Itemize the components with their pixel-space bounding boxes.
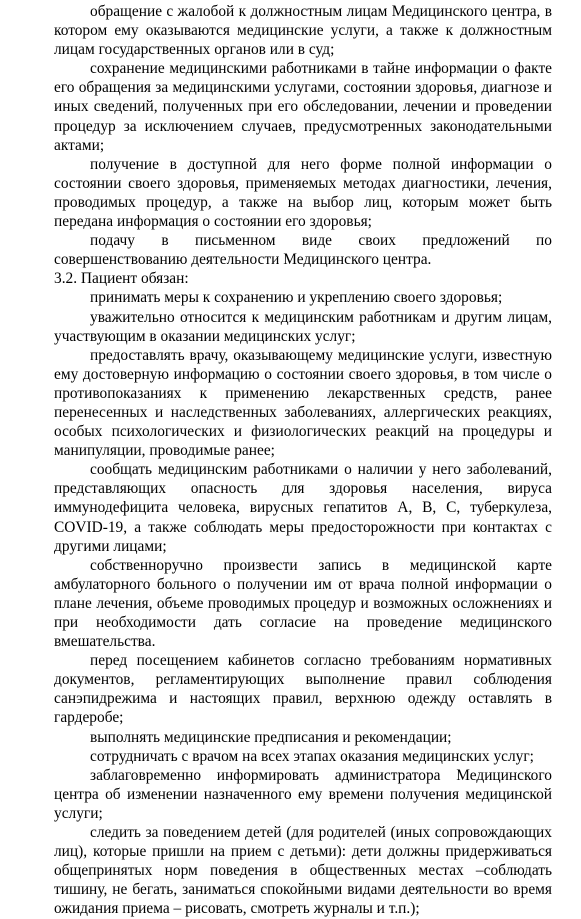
obligation-paragraph-infection-report: сообщать медицинским работниками о наличии у него заболеваний, представляющих опасность для здоровья населения, вируса иммунодефицита человека, вирусных гепатитов А, В, С, туберкулеза, COVID-19, а также соблюдать меры предосторожности при контактах с другими лицами; [54, 461, 552, 555]
obligation-paragraph-disclosure: предоставлять врачу, оказывающему медицинские услуги, известную ему достоверную информацию о состоянии своего здоровья, в том числе о противопоказаниях к применению лекарственных средств, ранее перенесенных и наследственных заболеваниях, аллергических реакциях, особых психологических и физиологических реакций на процедуры и манипуляции, проводимые ранее; [54, 346, 552, 460]
section-heading-patient-obligations: 3.2. Пациент обязан: [54, 270, 189, 288]
obligation-paragraph-wardrobe: перед посещением кабинетов согласно требованиям нормативных документов, регламентирующих выполнение правил соблюдения санэпидрежима и настоящих правил, верхнюю одежду оставлять в гардеробе; [54, 652, 552, 727]
rights-paragraph-proposals: подачу в письменном виде своих предложений по совершенствованию деятельности Медицинского центра. [54, 232, 552, 269]
obligation-paragraph-schedule-change: заблаговременно информировать администратора Медицинского центра об изменении назначенного ему времени получения медицинской услуги; [54, 766, 552, 822]
rights-paragraph-confidentiality: сохранение медицинскими работниками в тайне информации о факте его обращения за медицинскими услугами, состоянии здоровья, диагнозе и иных сведений, полученных при его обследовании, лечении и проведении процедур за исключением случаев, предусмотренных законодательными актами; [54, 60, 552, 154]
rights-paragraph-complaint: обращение с жалобой к должностным лицам Медицинского центра, в котором ему оказываются медицинские услуги, а также к должностным лицам государственных органов или в суд; [54, 3, 552, 59]
obligation-paragraph-consent-record: собственноручно произвести запись в медицинской карте амбулаторного больного о получении им от врача полной информации о плане лечения, объеме проводимых процедур и возможных осложнениях и при необходимости дать согласие на проведение медицинского вмешательства. [54, 556, 552, 651]
obligation-paragraph-follow-prescriptions: выполнять медицинские предписания и рекомендации; [90, 728, 452, 746]
obligation-paragraph-cooperate: сотрудничать с врачом на всех этапах оказания медицинских услуг; [90, 747, 534, 765]
rights-paragraph-health-information: получение в доступной для него форме полной информации о состоянии своего здоровья, применяемых методах диагностики, лечения, проводимых процедур, а также на выбор лиц, которым может быть передана информация о состоянии его здоровья; [54, 155, 552, 231]
obligation-paragraph-children-behavior: следить за поведением детей (для родителей (иных сопровождающих лиц), которые пришли на прием с детьми): дети должны придерживаться общепринятых норм поведения в общественных местах –соблюдать тишину, не бегать, заниматься спокойными видами деятельности во время ожидания приема – рисовать, смотреть журналы и т.п.); [54, 824, 552, 918]
obligation-paragraph-health-care: принимать меры к сохранению и укреплению своего здоровья; [90, 289, 503, 307]
obligation-paragraph-respect: уважительно относится к медицинским работникам и другим лицам, участвующим в оказании медицинских услуг; [54, 308, 552, 345]
document-page [54, 2, 552, 919]
